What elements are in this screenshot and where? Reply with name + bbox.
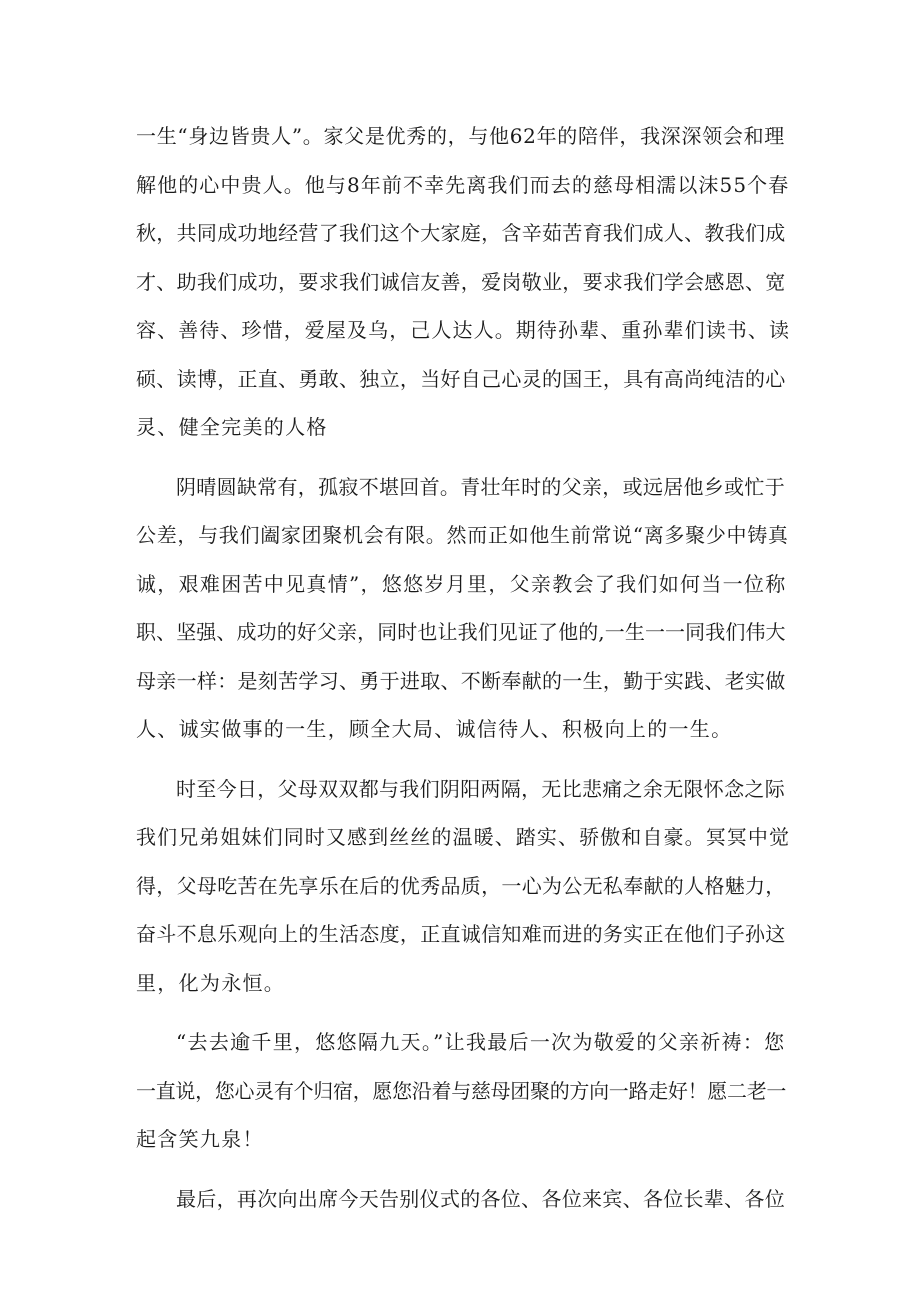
text-line: 阴晴圆缺常有，孤寂不堪回首。青壮年时的父亲，或远居他乡或忙于: [176, 474, 785, 499]
text-line: 职、坚强、成功的好父亲，同时也让我们见证了他的,一生一一同我们伟大: [136, 620, 786, 644]
text-line: 灵、健全完美的人格: [136, 415, 328, 439]
paragraph-3: [136, 765, 790, 1008]
text-line: 诚，艰难困苦中见真情”，悠悠岁月里，父亲教会了我们如何当一位称: [136, 571, 787, 596]
text-line: 一直说，您心灵有个归宿，愿您沿着与慈母团聚的方向一路走好！愿二老一: [136, 1078, 787, 1103]
text-line: 才、助我们成功，要求我们诚信友善，爱岗敬业，要求我们学会感恩、宽: [136, 269, 786, 294]
text-line: “去去逾千里，悠悠隔九天。”让我最后一次为敬爱的父亲祈祷：您: [176, 1030, 786, 1054]
text-line: 起含笑九泉！: [136, 1127, 264, 1151]
text-line: 里，化为永恒。: [136, 970, 286, 995]
paragraph-5: [136, 1175, 790, 1224]
text-line: 母亲一样：是刻苦学习、勇于进取、不断奉献的一生，勤于实践、老实做: [136, 668, 786, 693]
text-line: 秋，共同成功地经营了我们这个大家庭，含辛茹苦育我们成人、教我们成: [136, 221, 786, 245]
text-line: 容、善待、珍惜，爱屋及乌，己人达人。期待孙辈、重孙辈们读书、读: [136, 318, 791, 342]
paragraph-2: [136, 463, 790, 754]
paragraph-1: [136, 112, 790, 452]
text-line: 最后，再次向出席今天告别仪式的各位、各位来宾、各位长辈、各位: [176, 1186, 785, 1211]
text-line: 我们兄弟姐妹们同时又感到丝丝的温暖、踏实、骄傲和自豪。冥冥中觉: [136, 825, 791, 849]
paragraph-4: [136, 1018, 790, 1164]
text-line: 得，父母吃苦在先享乐在后的优秀品质，一心为公无私奉献的人格魅力，: [136, 873, 786, 898]
text-line: 人、诚实做事的一生，顾全大局、诚信待人、积极向上的一生。: [136, 717, 733, 741]
document-body: [136, 112, 790, 1223]
text-line: 奋斗不息乐观向上的生活态度，正直诚信知难而进的务实正在他们子孙这: [136, 922, 786, 946]
text-line: 公差，与我们阖家团聚机会有限。然而正如他生前常说“离多聚少中铸真: [136, 523, 789, 547]
text-line: 一生“身边皆贵人”。家父是优秀的，与他62年的陪伴，我深深领会和理: [136, 124, 785, 148]
text-line: 硕、读博，正直、勇敢、独立，当好自己心灵的国王，具有高尚纯洁的心: [136, 366, 786, 391]
text-line: 时至今日，父母双双都与我们阴阳两隔，无比悲痛之余无限怀念之际: [176, 776, 785, 801]
text-line: 解他的心中贵人。他与8年前不幸先离我们而去的慈母相濡以沫55个春: [136, 172, 790, 197]
